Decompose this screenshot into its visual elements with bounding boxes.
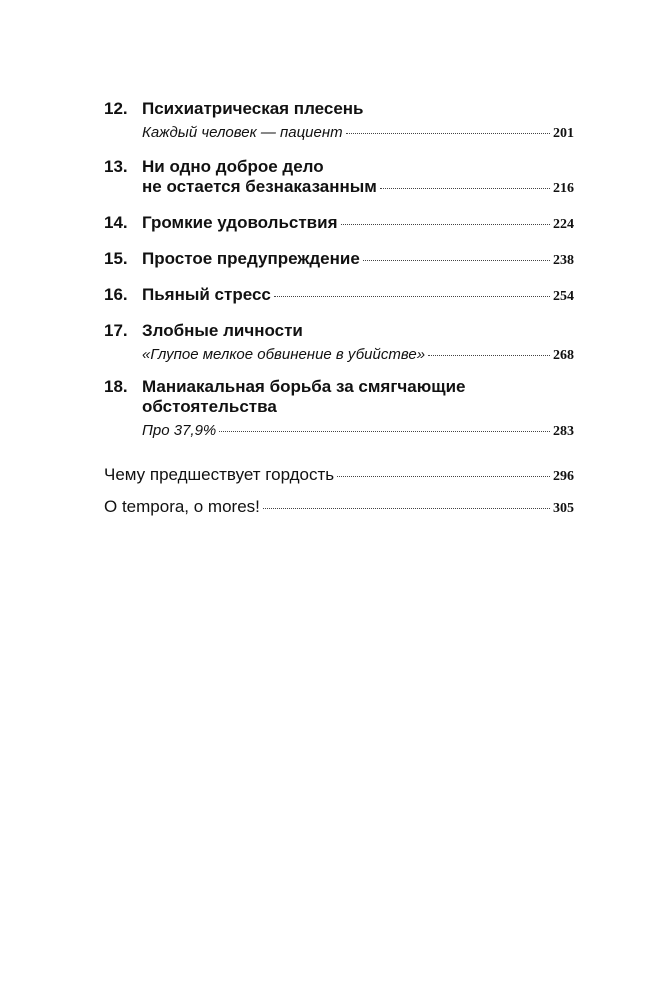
chapter-title-line [142,321,574,341]
chapter-title: Ни одно доброе дело [142,157,324,176]
chapter-title-line [142,157,574,177]
page-number: 238 [553,253,574,268]
toc-chapter-13[interactable] [104,157,574,213]
dot-leader [428,355,550,356]
chapter-title-line [142,285,574,307]
chapter-subtitle: «Глупое мелкое обвинение в убийстве» [142,346,426,363]
chapter-title: Злобные личности [142,321,303,340]
toc-chapter-18[interactable] [104,377,574,465]
dot-leader [341,224,551,225]
page-number: 268 [553,348,574,363]
chapter-number: 17. [104,321,128,340]
page-number: 224 [553,217,574,232]
chapter-number: 12. [104,99,128,118]
page-number: 201 [553,126,574,141]
chapter-title: Простое предупреждение [142,249,360,268]
chapter-title-line [142,377,574,397]
chapter-subtitle-line [142,345,574,365]
chapter-title: обстоятельства [142,397,277,416]
table-of-contents [104,99,574,529]
chapter-title: Пьяный стресс [142,285,271,304]
toc-chapter-14[interactable] [104,213,574,249]
chapter-number: 18. [104,377,128,396]
entry-title: O tempora, o mores! [104,497,260,516]
toc-chapter-15[interactable] [104,249,574,285]
chapter-title: Психиатрическая плесень [142,99,364,118]
chapter-subtitle-line [142,421,574,441]
chapter-title: Маниакальная борьба за смягчающие [142,377,466,396]
toc-chapter-16[interactable] [104,285,574,321]
dot-leader [263,508,550,509]
chapter-title-line [142,249,574,271]
chapter-title-line [142,397,574,417]
dot-leader [363,260,550,261]
page-number: 216 [553,181,574,196]
chapter-number: 14. [104,213,128,232]
toc-chapter-17[interactable] [104,321,574,377]
dot-leader [274,296,550,297]
chapter-title: не остается безнаказанным [142,177,377,196]
chapter-number: 15. [104,249,128,268]
toc-entry-back-matter[interactable] [104,497,574,529]
page-number: 254 [553,289,574,304]
chapter-title-line [142,213,574,235]
chapter-number: 13. [104,157,128,176]
chapter-subtitle-line [142,123,574,143]
chapter-title: Громкие удовольствия [142,213,338,232]
dot-leader [337,476,550,477]
dot-leader [346,133,550,134]
toc-entry-back-matter[interactable] [104,465,574,497]
chapter-title-line [142,99,574,119]
chapter-title-line [142,177,574,199]
chapter-subtitle: Про 37,9% [142,422,217,439]
page-number: 283 [553,424,574,439]
chapter-subtitle: Каждый человек — пациент [142,124,343,141]
toc-chapter-12[interactable] [104,99,574,157]
dot-leader [219,431,550,432]
entry-title: Чему предшествует гордость [104,465,335,484]
page-number: 296 [553,469,574,484]
dot-leader [380,188,550,189]
page-number: 305 [553,501,574,516]
chapter-number: 16. [104,285,128,304]
